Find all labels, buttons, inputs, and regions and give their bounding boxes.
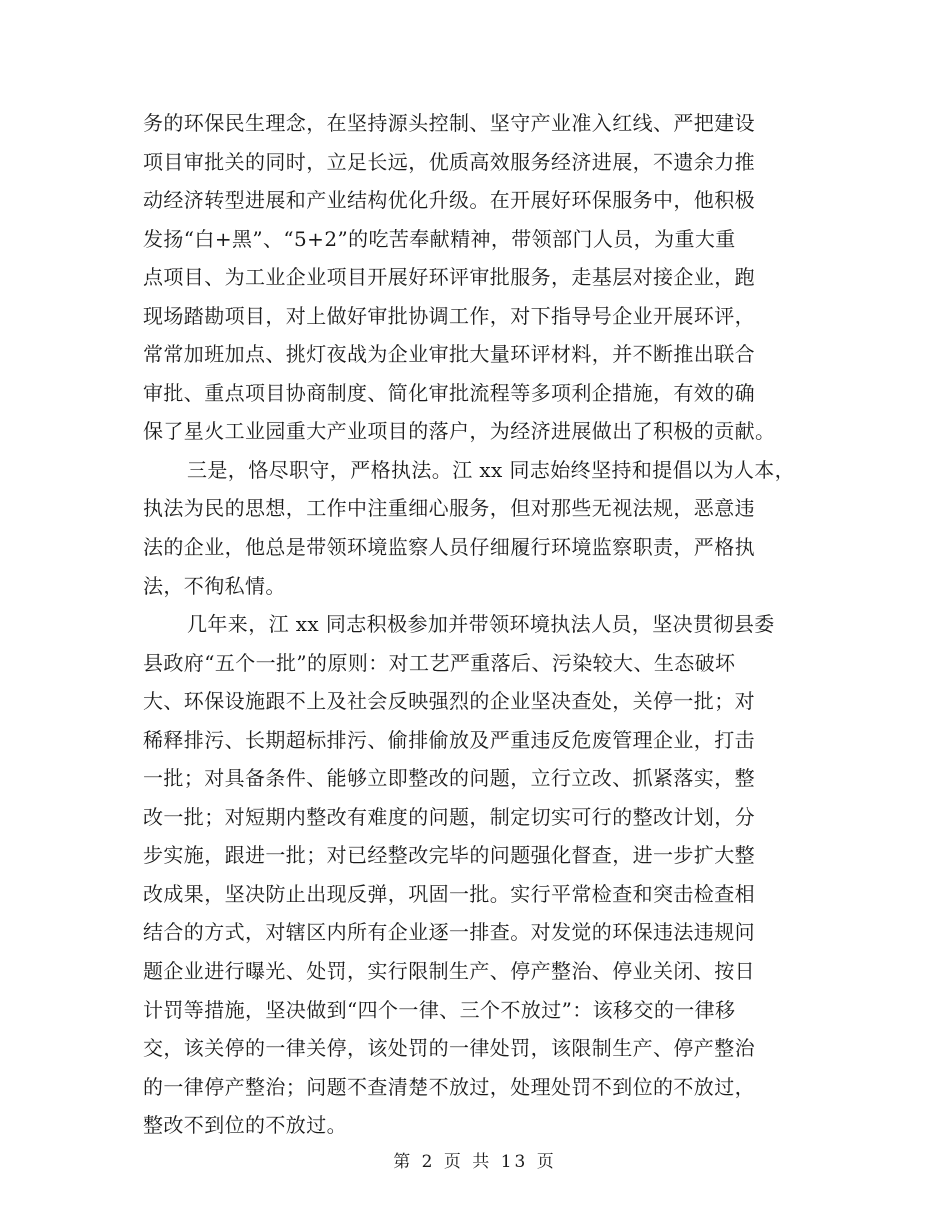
paragraph-first-line: 几年来，江 xx 同志积极参加并带领环境执法人员，坚决贯彻县委 <box>187 612 775 637</box>
text-line: 保了星火工业园重大产业项目的落户，为经济进展做出了积极的贡献。 <box>143 419 776 444</box>
text-line: 县政府“五个一批”的原则：对工艺严重落后、污染较大、生态破坏 <box>143 650 736 675</box>
text-line: 审批、重点项目协商制度、简化审批流程等多项利企措施，有效的确 <box>143 380 755 405</box>
text-line: 常常加班加点、挑灯夜战为企业审批大量环评材料，并不断推出联合 <box>143 342 755 367</box>
text-line: 大、环保设施跟不上及社会反映强烈的企业坚决查处，关停一批；对 <box>143 689 755 714</box>
text-line: 改成果，坚决防止出现反弹，巩固一批。实行平常检查和突击检查相 <box>143 881 755 906</box>
text-line: 交，该关停的一律关停，该处罚的一律处罚，该限制生产、停产整治 <box>143 1036 755 1061</box>
text-line: 步实施，跟进一批；对已经整改完毕的问题强化督查，进一步扩大整 <box>143 843 755 868</box>
text-line: 发扬“白+黑”、“5+2”的吃苦奉献精神，带领部门人员，为重大重 <box>143 226 736 251</box>
paragraph-first-line: 三是，恪尽职守，严格执法。江 xx 同志始终坚持和提倡以为人本， <box>187 457 796 482</box>
text-line: 点项目、为工业企业项目开展好环评审批服务，走基层对接企业，跑 <box>143 265 755 290</box>
text-line: 结合的方式，对辖区内所有企业逐一排查。对发觉的环保违法违规问 <box>143 920 755 945</box>
body-text <box>143 104 823 1145</box>
text-line: 一批；对具备条件、能够立即整改的问题，立行立改、抓紧落实，整 <box>143 766 755 791</box>
page-footer: 第 2 页 共 13 页 <box>393 1152 557 1172</box>
text-line: 现场踏勘项目，对上做好审批协调工作，对下指导号企业开展环评， <box>143 303 755 328</box>
text-line: 稀释排污、长期超标排污、偷排偷放及严重违反危废管理企业，打击 <box>143 727 755 752</box>
text-line: 务的环保民生理念，在坚持源头控制、坚守产业准入红线、严把建设 <box>143 111 755 135</box>
text-line: 项目审批关的同时，立足长远，优质高效服务经济进展，不遗余力推 <box>143 149 755 174</box>
text-line: 的一律停产整治；问题不查清楚不放过，处理处罚不到位的不放过， <box>143 1074 755 1099</box>
text-line: 法，不徇私情。 <box>143 573 286 598</box>
text-line: 执法为民的思想，工作中注重细心服务，但对那些无视法规，恶意违 <box>143 496 755 521</box>
text-line: 动经济转型进展和产业结构优化升级。在开展好环保服务中，他积极 <box>143 188 755 213</box>
text-line: 计罚等措施，坚决做到“四个一律、三个不放过”：该移交的一律移 <box>143 997 736 1022</box>
text-line: 整改不到位的不放过。 <box>143 1113 347 1138</box>
text-line: 法的企业，他总是带领环境监察人员仔细履行环境监察职责，严格执 <box>143 535 755 560</box>
text-line: 改一批；对短期内整改有难度的问题，制定切实可行的整改计划，分 <box>143 804 755 829</box>
text-line: 题企业进行曝光、处罚，实行限制生产、停产整治、停业关闭、按日 <box>143 959 755 984</box>
